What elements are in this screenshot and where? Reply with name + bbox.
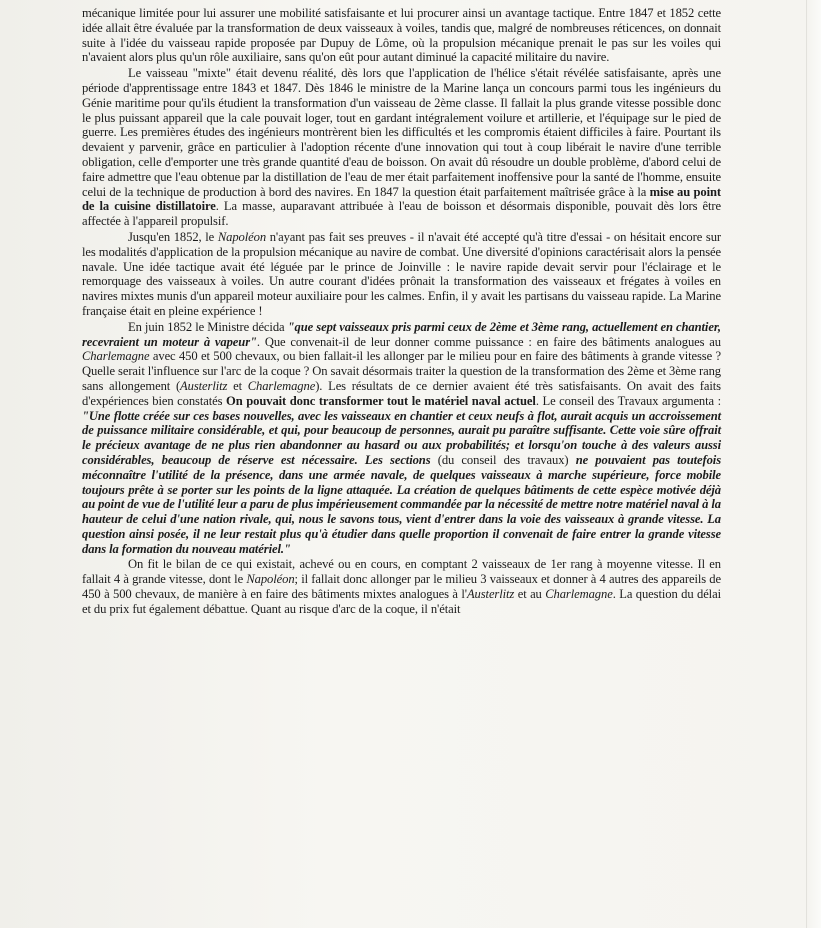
text-run: Le vaisseau "mixte" était devenu réalité, dès lors que l'application de l'hélice s'était révélée satisfaisante, après une période d'apprentissage entre 1843 et 1847. Dès 1846 le ministre de la Marine lança un concours parmi tous les ingénieurs du Génie maritime pour qu'ils étudient la transformation d'un vaisseau de 2ème classe. Il fallait la plus grande vitesse possible donc le plus puissant appareil que la cale pouvait loger, tout en gardant intégralement voilure et artillerie, et l'équipage sur le pied de guerre. Les premières études des ingénieurs montrèrent bien les difficultés et les compromis étaient difficiles à faire. Pourtant ils devaient y parvenir, grâce en particulier à l'adoption récente d'une innovation qui tout à coup libérait le navire d'une terrible obligation, celle d'emporter une très grande quantité d'eau de boisson. On avait dû résoudre un double problème, d'abord celui de faire admettre que l'eau obtenue par la distillation de l'eau de mer était parfaitement inoffensive pour la santé de l'homme, ensuite celui de la technique de production à bord des navires. En 1847 la question était parfaitement maîtrisée grâce à la <box>82 66 721 199</box>
text-run: (du conseil des travaux) <box>430 452 576 467</box>
bold-run: mise au point de la cuisine distillatoire <box>82 184 722 214</box>
paragraph-2 <box>82 66 721 229</box>
text-run: et au <box>514 587 546 602</box>
bold-run: On pouvait donc transformer tout le matériel naval actuel <box>226 393 536 408</box>
quote-run: "que sept vaisseaux pris parmi ceux de 2ème et 3ème rang, actuellement en chantier, recevraient un moteur à vapeur" <box>82 319 721 349</box>
text-run: et <box>227 378 248 393</box>
italic-run: Napoléon <box>217 229 267 244</box>
italic-run: Napoléon <box>246 572 295 587</box>
text-run: En juin 1852 le Ministre décida <box>128 319 288 334</box>
italic-run: Charlemagne <box>247 378 316 393</box>
italic-run: Charlemagne <box>545 587 613 602</box>
page-edge <box>806 0 821 928</box>
text-run: mécanique limitée pour lui assurer une mobilité satisfaisante et lui procurer ainsi un avantage tactique. Entre 1847 et 1852 cette idée allait être évaluée par la transformation de deux vaisseaux à voiles, tandis que, malgré de nombreuses réticences, on donnait suite à l'idée du vaisseau rapide proposée par Dupuy de Lôme, où la propulsion mécanique prenait le pas sur les voiles qui n'avaient alors plus qu'un rôle auxiliaire, sans qu'on eût pour autant diminué la capacité militaire du navire. <box>82 6 721 65</box>
text-run: . La question du délai et du prix fut également débattue. Quant au risque d'arc de la coque, il n'était <box>82 587 721 616</box>
paragraph-5 <box>82 557 721 616</box>
text-run: ). Les résultats de ce dernier avaient été très satisfaisants. On avait des faits d'expériences bien constatés <box>82 378 721 408</box>
paragraph-4 <box>82 320 721 557</box>
quote-run: "Une flotte créée sur ces bases nouvelles, avec les vaisseaux en chantier et ceux neufs à flot, aurait acquis un accroissement de puissance militaire considérable, et qui, pour beaucoup de personnes, aurait pu paraître suffisante. Cette voie sûre offrait le précieux avantage de ne plus rien abandonner au hasard ou aux probabilités; et lorsqu'on touche à des valeurs aussi considérables, beaucoup de réserve est nécessaire. Les sections <box>82 408 721 467</box>
text-run: avec 450 et 500 chevaux, ou bien fallait-il les allonger par le milieu pour en faire des bâtiments à grande vitesse ? Quelle serait l'influence sur l'arc de la coque ? On savait désormais traiter la question de la transformation des 2ème et 3ème rang sans allongement ( <box>82 349 721 393</box>
text-run: . Le conseil des Travaux argumenta : <box>535 393 722 408</box>
text-run: . Que convenait-il de leur donner comme puissance : en faire des bâtiments analogues au <box>256 334 721 349</box>
italic-run: Austerlitz <box>466 587 515 602</box>
text-run: Jusqu'en 1852, le <box>128 229 218 244</box>
text-run: On fit le bilan de ce qui existait, achevé ou en cours, en comptant 2 vaisseaux de 1er rang à moyenne vitesse. Il en fallait 4 à grande vitesse, dont le <box>82 557 721 587</box>
quote-run: ne pouvaient pas toutefois méconnaître l'utilité de la présence, dans une armée navale, de quelques vaisseaux à marche supérieure, force mobile toujours prête à se porter sur les points de la ligne attaquée. La création de quelques bâtiments de cette espèce motivée déjà au point de vue de l'utilité leur a paru de plus impérieusement commandée par la nécessité de mettre notre matériel naval à la hauteur de celui d'une nation rivale, qui, nous le savons tous, vient d'entrer dans la voie des vaisseaux à grande vitesse. La question ainsi posée, il ne leur restait plus qu'à étudier dans quelle proportion il convenait de faire entrer la grande vitesse dans la formation du nouveau matériel." <box>82 452 721 556</box>
text-run: n'ayant pas fait ses preuves - il n'avait été accepté qu'à titre d'essai - on hésitait encore sur les modalités d'application de la propulsion mécanique au navire de combat. Une diversité d'opinions caractérisait alors la pensée navale. Une idée tactique avait été léguée par le prince de Joinville : le navire rapide devait servir pour l'éclairage et le remorquage des vaisseaux à voiles. Un autre courant d'idées prônait la transformation des vaisseaux et frégates à voiles en navires mixtes munis d'un appareil moteur auxiliaire pour les calmes. Enfin, il y avait les partisans du vaisseau rapide. La Marine française était en pleine expérience ! <box>82 229 721 318</box>
paragraph-1 <box>82 6 721 65</box>
italic-run: Charlemagne <box>82 349 150 364</box>
italic-run: Austerlitz <box>180 378 228 393</box>
text-run: . La masse, auparavant attribuée à l'eau de boisson et désormais disponible, pouvait dès lors être affectée à l'appareil propulsif. <box>82 199 721 229</box>
text-run: ; il fallait donc allonger par le milieu 3 vaisseaux et donner à 4 autres des appareils de 450 à 500 chevaux, de manière à en faire des bâtiments mixtes analogues à l' <box>82 572 721 602</box>
paragraph-3 <box>82 230 721 319</box>
